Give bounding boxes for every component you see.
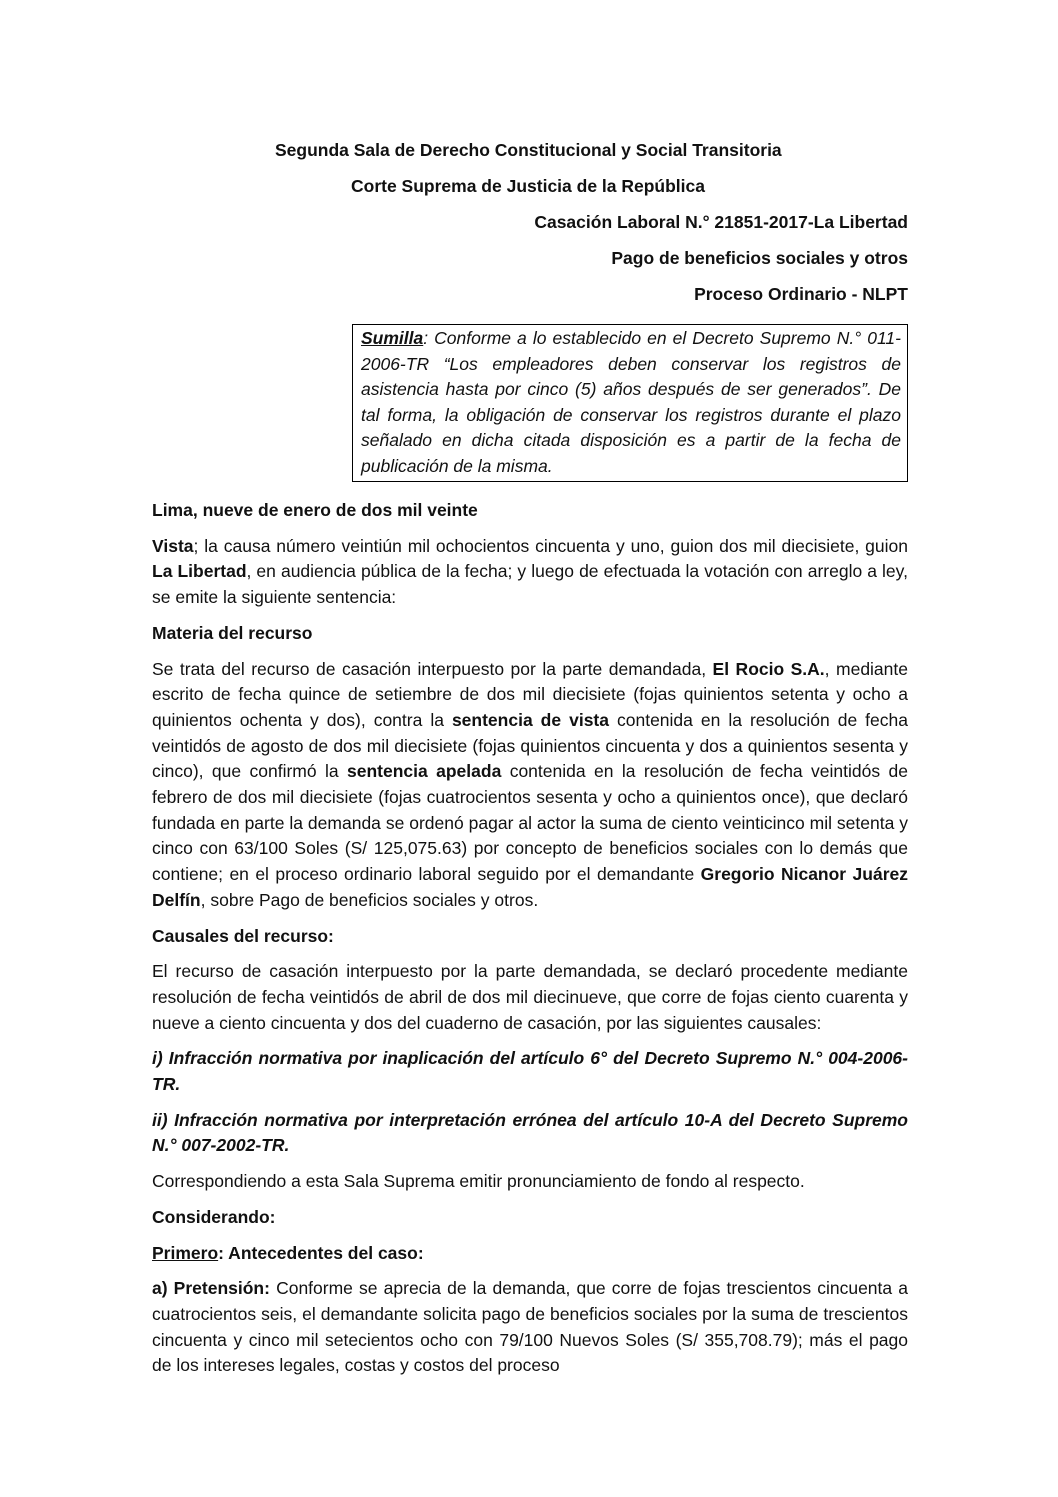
sumilla-text: : Conforme a lo establecido en el Decreto Supremo N.° 011-2006-TR “Los empleadores deben conservar los registros de asistencia hasta por cinco (5) años después de ser generados”. De tal forma, la obligación de conservar los registros durante el plazo señalado en dicha citada disposición es a partir de la fecha de publicación de la misma.: [361, 328, 901, 476]
court-name: Segunda Sala de Derecho Constitucional y Social Transitoria: [275, 140, 782, 160]
causales-heading: Causales del recurso:: [152, 925, 334, 946]
materia-text-5: , sobre Pago de beneficios sociales y otros.: [200, 889, 539, 910]
primero-title: : Antecedentes del caso:: [218, 1242, 424, 1263]
causal-item-2: ii) Infracción normativa por interpretación errónea del artículo 10-A del Decreto Supremo N.° 007-2002-TR.: [152, 1109, 908, 1156]
considerando-heading: Considerando:: [152, 1206, 276, 1227]
materia-text-2: , mediante escrito de fecha quince de setiembre de dos mil diecisiete (fojas quinientos setenta y ocho a quinientos ochenta y dos), contra la: [152, 658, 908, 730]
primero-heading: [152, 1241, 908, 1267]
causales-closing: Correspondiendo a esta Sala Suprema emitir pronunciamiento de fondo al respecto.: [152, 1171, 805, 1192]
vista-paragraph: [152, 534, 908, 611]
materia-heading: Materia del recurso: [152, 622, 313, 643]
vista-text-1: ; la causa número veintiún mil ochocientos cincuenta y uno, guion dos mil diecisiete, guion: [193, 535, 908, 556]
causales-intro: El recurso de casación interpuesto por la parte demandada, se declaró procedente mediante resolución de fecha veintidós de abril de dos mil diecinueve, que corre de fojas ciento cuarenta y nueve a ciento cincuenta y dos del cuaderno de casación, por las siguientes causales:: [152, 961, 908, 1033]
materia-text-4: contenida en la resolución de fecha veintidós de febrero de dos mil diecisiete (fojas cuatrocientos sesenta y ocho a quinientos once), que declaró fundada en parte la demanda se ordenó pagar al actor la suma de ciento veinticinco mil setenta y cinco con 63/100 Soles (S/ 125,075.63) por concepto de beneficios sociales con lo demás que contiene; en el proceso ordinario laboral seguido por el demandante: [152, 761, 908, 885]
pretension-label: a) Pretensión:: [152, 1278, 270, 1299]
date-line: Lima, nueve de enero de dos mil veinte: [152, 500, 478, 520]
case-subject: Pago de beneficios sociales y otros: [611, 248, 908, 268]
materia-sentencia-apelada: sentencia apelada: [347, 761, 502, 782]
pretension-paragraph: [152, 1276, 908, 1379]
vista-location: La Libertad: [152, 561, 247, 582]
document-page: [152, 132, 908, 1379]
materia-text-1: Se trata del recurso de casación interpuesto por la parte demandada,: [152, 658, 713, 679]
sumilla-box: [352, 324, 908, 482]
court-subname: Corte Suprema de Justicia de la República: [351, 176, 705, 196]
materia-text-3: contenida en la resolución de fecha veintidós de agosto de dos mil diecisiete (fojas quinientos cincuenta y dos a quinientos sesenta y cinco), que confirmó la: [152, 709, 908, 782]
pretension-text: Conforme se aprecia de la demanda, que corre de fojas trescientos cincuenta a cuatrocientos seis, el demandante solicita pago de beneficios sociales por la suma de trescientos cincuenta y cinco mil setecientos ocho con 79/100 Nuevos Soles (S/ 355,708.79); más el pago de los intereses legales, costas y costos del proceso: [152, 1278, 908, 1376]
materia-sentencia-vista: sentencia de vista: [451, 709, 609, 730]
primero-label: Primero: [152, 1242, 219, 1263]
case-number: Casación Laboral N.° 21851-2017-La Libertad: [534, 212, 908, 232]
materia-plaintiff: Gregorio Nicanor Juárez Delfín: [152, 864, 908, 910]
process-type: Proceso Ordinario - NLPT: [694, 284, 908, 304]
materia-party: El Rocio S.A.: [712, 658, 825, 679]
causal-item-1: i) Infracción normativa por inaplicación del artículo 6° del Decreto Supremo N.° 004-2006-TR.: [152, 1048, 908, 1095]
materia-paragraph: [152, 657, 908, 914]
sumilla-label: Sumilla: [361, 328, 424, 348]
vista-label: Vista: [152, 535, 194, 556]
vista-text-2: , en audiencia pública de la fecha; y luego de efectuada la votación con arreglo a ley, se emite la siguiente sentencia:: [152, 561, 908, 608]
